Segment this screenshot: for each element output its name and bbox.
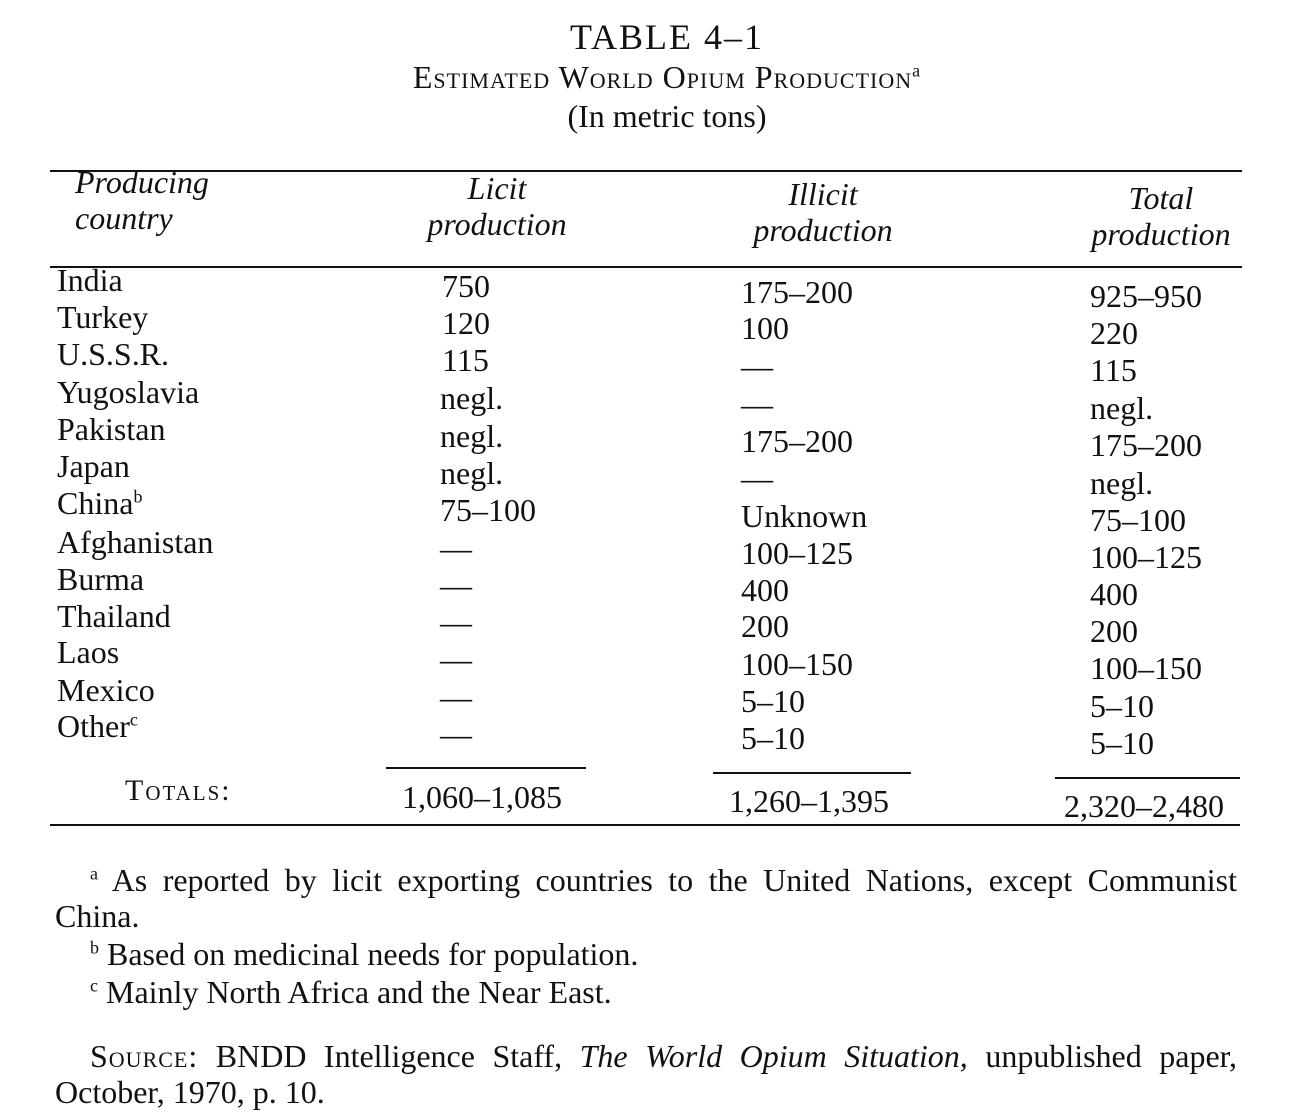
row-ussr-illicit: — bbox=[741, 348, 773, 384]
row-india-licit: 750 bbox=[442, 268, 490, 304]
row-yugoslavia-illicit: — bbox=[741, 386, 773, 422]
row-ussr-licit: 115 bbox=[442, 342, 489, 378]
row-mexico-illicit: 5–10 bbox=[741, 683, 805, 719]
row-china-country-text: China bbox=[57, 485, 134, 521]
row-mexico-licit: — bbox=[440, 679, 472, 715]
row-thailand-country: Thailand bbox=[57, 598, 171, 634]
row-china-illicit: Unknown bbox=[741, 498, 868, 534]
row-afghanistan-country: Afghanistan bbox=[57, 524, 214, 560]
row-laos-total: 100–150 bbox=[1090, 650, 1202, 686]
row-other-licit: — bbox=[440, 716, 472, 752]
row-thailand-licit: — bbox=[440, 604, 472, 640]
row-other-country-text: Other bbox=[57, 708, 130, 744]
footnote-a bbox=[55, 862, 1237, 934]
row-china-country bbox=[57, 485, 142, 522]
header-licit-line1: Licit bbox=[467, 170, 527, 206]
row-yugoslavia-licit: negl. bbox=[440, 380, 504, 416]
row-other-illicit: 5–10 bbox=[741, 720, 805, 756]
header-illicit bbox=[738, 176, 908, 248]
header-licit bbox=[412, 170, 582, 242]
table-title-text: Estimated World Opium Production bbox=[412, 59, 913, 95]
table-title-note-mark: a bbox=[912, 60, 922, 81]
row-thailand-total: 200 bbox=[1090, 613, 1138, 649]
header-country-line1: Producing bbox=[75, 164, 209, 200]
row-yugoslavia-country: Yugoslavia bbox=[57, 374, 200, 410]
row-india-illicit: 175–200 bbox=[741, 274, 853, 310]
header-bottom-rule bbox=[50, 266, 1242, 268]
table-bottom-rule bbox=[50, 824, 1240, 826]
row-pakistan-country: Pakistan bbox=[57, 411, 166, 447]
totals-total: 2,320–2,480 bbox=[1064, 788, 1224, 824]
row-china-licit: 75–100 bbox=[440, 492, 536, 528]
row-india-total: 925–950 bbox=[1090, 278, 1202, 314]
row-ussr-total: 115 bbox=[1090, 352, 1137, 388]
row-turkey-total: 220 bbox=[1090, 315, 1138, 351]
row-pakistan-licit: negl. bbox=[440, 418, 504, 454]
footnote-c-text: Mainly North Africa and the Near East. bbox=[106, 974, 612, 1010]
totals-licit: 1,060–1,085 bbox=[402, 779, 562, 815]
footnote-b-mark: b bbox=[90, 937, 99, 958]
header-country bbox=[75, 164, 209, 236]
row-afghanistan-total: 100–125 bbox=[1090, 539, 1202, 575]
row-laos-licit: — bbox=[440, 641, 472, 677]
row-other-note-mark: c bbox=[129, 709, 138, 730]
table-number: TABLE 4–1 bbox=[569, 17, 765, 57]
row-pakistan-total: 175–200 bbox=[1090, 427, 1202, 463]
header-illicit-line1: Illicit bbox=[788, 176, 858, 212]
row-burma-country: Burma bbox=[57, 561, 145, 597]
footnote-b-text: Based on medicinal needs for population. bbox=[107, 936, 639, 972]
row-thailand-illicit: 200 bbox=[741, 608, 789, 644]
licit-sum-rule bbox=[386, 767, 586, 769]
illicit-sum-rule bbox=[713, 772, 911, 774]
row-afghanistan-illicit: 100–125 bbox=[741, 535, 853, 571]
totals-illicit: 1,260–1,395 bbox=[729, 783, 889, 819]
footnote-c-mark: c bbox=[90, 975, 98, 996]
totals-label: Totals: bbox=[125, 774, 232, 807]
row-other-total: 5–10 bbox=[1090, 725, 1154, 761]
row-china-total: 75–100 bbox=[1090, 502, 1186, 538]
source-label: Source: bbox=[90, 1038, 199, 1074]
footnote-b bbox=[90, 936, 638, 972]
row-ussr-country: U.S.S.R. bbox=[57, 336, 170, 372]
source-prefix: BNDD Intelligence Staff, bbox=[215, 1038, 563, 1074]
row-other-country bbox=[57, 708, 138, 745]
header-total-line1: Total bbox=[1128, 180, 1194, 216]
header-illicit-line2: production bbox=[753, 212, 893, 248]
row-india-country: India bbox=[57, 262, 123, 298]
header-total bbox=[1076, 180, 1246, 252]
row-mexico-country: Mexico bbox=[57, 672, 155, 708]
row-laos-illicit: 100–150 bbox=[741, 646, 853, 682]
table-title bbox=[40, 58, 1294, 96]
row-burma-total: 400 bbox=[1090, 576, 1138, 612]
total-sum-rule bbox=[1055, 777, 1240, 779]
row-laos-country: Laos bbox=[57, 634, 120, 670]
row-pakistan-illicit: 175–200 bbox=[741, 423, 853, 459]
row-burma-illicit: 400 bbox=[741, 572, 789, 608]
row-china-note-mark: b bbox=[133, 486, 143, 507]
source-suffix: unpublished paper, October, 1970, p. 10. bbox=[55, 1038, 1238, 1110]
source-note bbox=[55, 1038, 1237, 1110]
table-title-block bbox=[0, 16, 1294, 136]
row-turkey-illicit: 100 bbox=[741, 310, 789, 346]
header-country-line2: country bbox=[75, 200, 173, 236]
footnote-c bbox=[90, 974, 612, 1010]
row-japan-total: negl. bbox=[1090, 465, 1154, 501]
table-top-rule bbox=[50, 170, 1242, 172]
row-mexico-total: 5–10 bbox=[1090, 688, 1154, 724]
header-total-line2: production bbox=[1091, 216, 1231, 252]
row-turkey-country: Turkey bbox=[57, 299, 149, 335]
row-japan-illicit: — bbox=[741, 460, 773, 496]
table-unit: (In metric tons) bbox=[567, 98, 767, 134]
row-afghanistan-licit: — bbox=[440, 530, 472, 566]
footnote-a-text: As reported by licit exporting countries to the United Nations, except Communist China. bbox=[55, 862, 1238, 934]
row-japan-licit: negl. bbox=[440, 455, 504, 491]
row-burma-licit: — bbox=[440, 567, 472, 603]
row-yugoslavia-total: negl. bbox=[1090, 390, 1154, 426]
footnote-a-mark: a bbox=[90, 863, 98, 884]
source-work-title: The World Opium Situation, bbox=[579, 1038, 968, 1074]
row-turkey-licit: 120 bbox=[442, 305, 490, 341]
header-licit-line2: production bbox=[427, 206, 567, 242]
row-japan-country: Japan bbox=[57, 448, 130, 484]
